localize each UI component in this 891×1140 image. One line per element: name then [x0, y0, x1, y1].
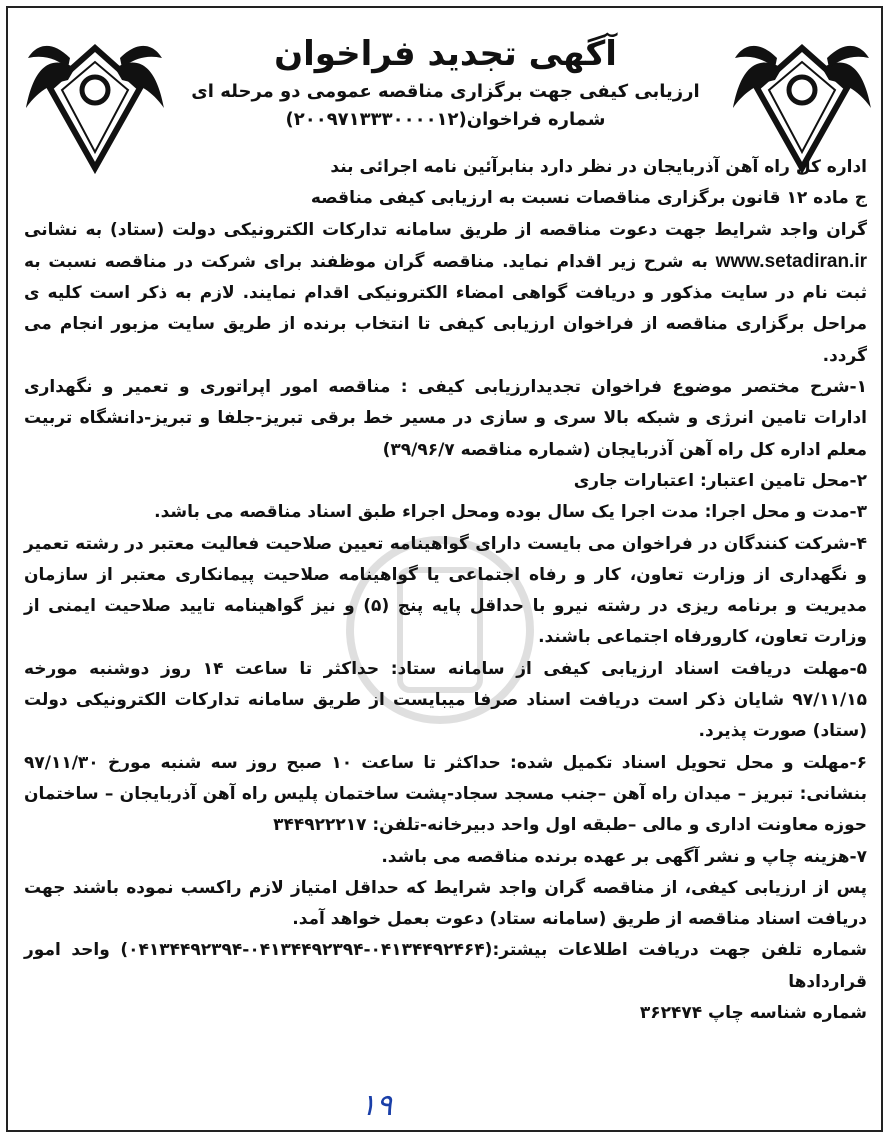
- intro-line-2: ج ماده ۱۲ قانون برگزاری مناقصات نسبت به ارزیابی کیفی مناقصه: [310, 188, 867, 209]
- intro-body-part-2: به شرح زیر اقدام نماید. مناقصه گران موظفند برای شرکت در مناقصه نسبت به ثبت نام در سایت مذکور و دریافت گواهی امضاء الکترونیکی اقدام نمایند. لازم به ذکر است کلیه ی مراحل برگزاری مناقصه از فراخوان ارزیابی کیفی تا انتخاب برنده از طریق سایت مزبور انجام می گردد.: [24, 251, 867, 366]
- notice-header: [180, 30, 711, 134]
- contact-phones: شماره تلفن جهت دریافت اطلاعات بیشتر:(۰۴۱۳۴۴۹۲۴۶۴-۰۴۱۳۴۴۹۲۳۹۴-۰۴۱۳۴۴۹۲۳۹۴) واحد امور قراردادها: [24, 940, 867, 992]
- notice-item: ۵-مهلت دریافت اسناد ارزیابی کیفی از سامانه ستاد: حداکثر تا ساعت ۱۴ روز دوشنبه مورخه ۹۷/۱۱/۱۵ شایان ذکر است دریافت اسناد صرفا میبایست از طریق سامانه تدارکات الکترونیکی دولت (ستاد) صورت پذیرد.: [24, 658, 868, 742]
- handwritten-mark: ۱۹: [360, 1088, 393, 1123]
- notice-title: آگهی تجدید فراخوان: [274, 34, 617, 74]
- intro-paragraph: [24, 215, 867, 372]
- notice-subtitle: ارزیابی کیفی جهت برگزاری مناقصه عمومی دو مرحله ای: [191, 81, 700, 102]
- notice-item: ۶-مهلت و محل تحویل اسناد تکمیل شده: حداکثر تا ساعت ۱۰ صبح روز سه شنبه مورخ ۹۷/۱۱/۳۰ بنشانی: تبریز – میدان راه آهن –جنب مسجد سجاد-پشت ساختمان پلیس راه آهن آذربایجان – ساختمان حوزه معاونت اداری و مالی –طبقه اول واحد دبیرخانه-تلفن: ۳۴۴۹۲۲۲۱۷: [24, 752, 867, 836]
- intro-line-1: اداره کل راه آهن آذربایجان در نظر دارد بنابرآئین نامه اجرائی بند: [330, 157, 867, 177]
- print-id: شماره شناسه چاپ ۳۶۲۴۷۴: [639, 1003, 867, 1024]
- notice-item: ۴-شرکت کنندگان در فراخوان می بایست دارای گواهینامه تعیین صلاحیت فعالیت معتبر در رشته تعمیر و نگهداری از وزارت تعاون، کار و رفاه اجتماعی یا گواهینامه صلاحیت پیمانکاری معتبر از سازمان مدیریت و برنامه ریزی در رشته نیرو با حداقل پایه پنج (۵) و نیز گواهینامه تایید صلاحیت ایمنی از وزارت تعاون، کارورفاه اجتماعی باشند.: [24, 533, 867, 648]
- intro-body-part-1: گران واجد شرایط جهت دعوت مناقصه از طریق سامانه تدارکات الکترونیکی دولت (ستاد) به نشانی: [24, 219, 867, 240]
- notice-item: ۱-شرح مختصر موضوع فراخوان تجدیدارزیابی کیفی : مناقصه امور اپراتوری و تعمیر و نگهداری ادارات تامین انرژی و شبکه بالا سری و سازی در مسیر خط برقی تبریز-جلفا و تبریز-دانشگاه تربیت معلم اداره کل راه آهن آذربایجان (شماره مناقصه ۳۹/۹۶/۷): [24, 377, 867, 460]
- call-number: شماره فراخوان(۲۰۰۹۷۱۳۳۳۰۰۰۰۱۲): [285, 109, 606, 130]
- notice-item: ۲-محل تامین اعتبار: اعتبارات جاری: [573, 470, 867, 491]
- notice-item: پس از ارزیابی کیفی، از مناقصه گران واجد شرایط که حداقل امتیاز لازم راکسب نموده باشند جهت دریافت اسناد مناقصه از طریق (سامانه ستاد) دعوت بعمل خواهد آمد.: [24, 877, 867, 930]
- notice-item: ۷-هزینه چاپ و نشر آگهی بر عهده برنده مناقصه می باشد.: [381, 846, 867, 867]
- notice-item: ۳-مدت و محل اجرا: مدت اجرا یک سال بوده ومحل اجراء طبق اسناد مناقصه می باشد.: [154, 502, 867, 523]
- website-link[interactable]: www.setadiran.ir: [715, 250, 868, 272]
- notice-body: [24, 152, 867, 1029]
